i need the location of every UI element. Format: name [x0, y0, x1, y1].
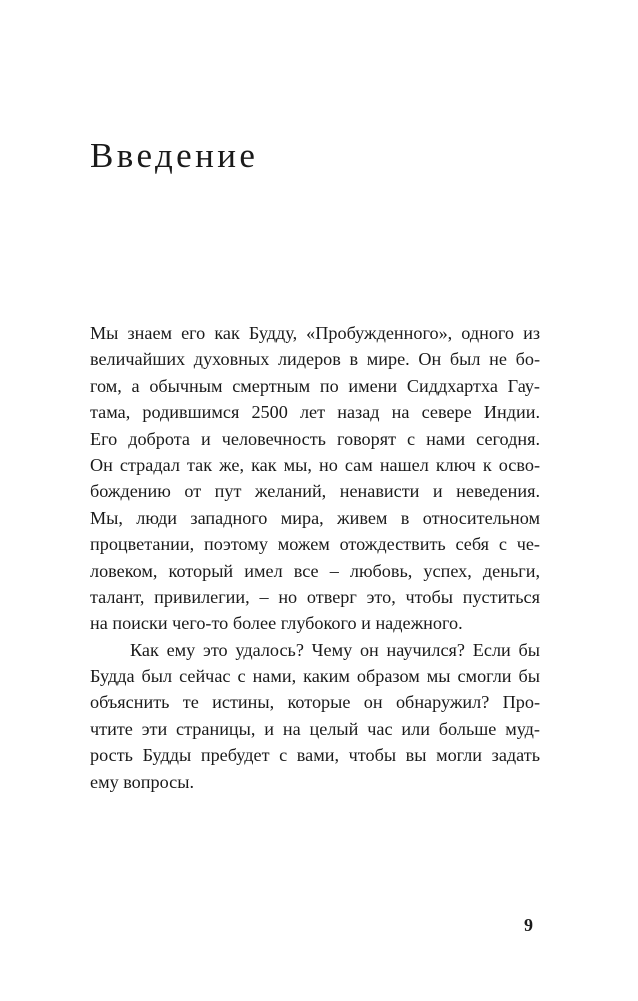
chapter-title: Введение: [90, 136, 259, 175]
text-line: рость Будды пребудет с вами, чтобы вы могли задать: [90, 745, 540, 766]
text-line: Как ему это удалось? Чему он научился? Если бы: [130, 639, 540, 660]
body-text: [90, 320, 540, 795]
text-line: величайших духовных лидеров в мире. Он был не бо-: [90, 349, 540, 370]
text-line: талант, привилегии, – но отверг это, чтобы пуститься: [90, 586, 540, 607]
text-line: бождению от пут желаний, ненависти и неведения.: [90, 481, 540, 502]
text-line: Он страдал так же, как мы, но сам нашел ключ к осво-: [90, 454, 540, 475]
text-line: на поиски чего-то более глубокого и надежного.: [90, 613, 463, 634]
text-line: процветании, поэтому можем отождествить себя с че-: [90, 534, 540, 555]
text-line: чтите эти страницы, и на целый час или больше муд-: [90, 718, 540, 739]
text-line: ему вопросы.: [90, 771, 194, 792]
text-line: тама, родившимся 2500 лет назад на севере Индии.: [90, 402, 540, 423]
text-line: Его доброта и человечность говорят с нами сегодня.: [90, 428, 540, 449]
page-number: 9: [524, 915, 533, 935]
text-line: гом, а обычным смертным по имени Сиддхартха Гау-: [90, 375, 540, 396]
text-line: объяснить те истины, которые он обнаружил? Про-: [90, 692, 540, 713]
paragraph: [90, 320, 540, 637]
text-line: ловеком, который имел все – любовь, успех, деньги,: [90, 560, 540, 581]
text-line: Будда был сейчас с нами, каким образом мы смогли бы: [90, 666, 540, 687]
paragraph: [90, 637, 540, 795]
text-line: Мы знаем его как Будду, «Пробужденного», одного из: [90, 323, 540, 343]
text-line: Мы, люди западного мира, живем в относительном: [90, 507, 540, 528]
